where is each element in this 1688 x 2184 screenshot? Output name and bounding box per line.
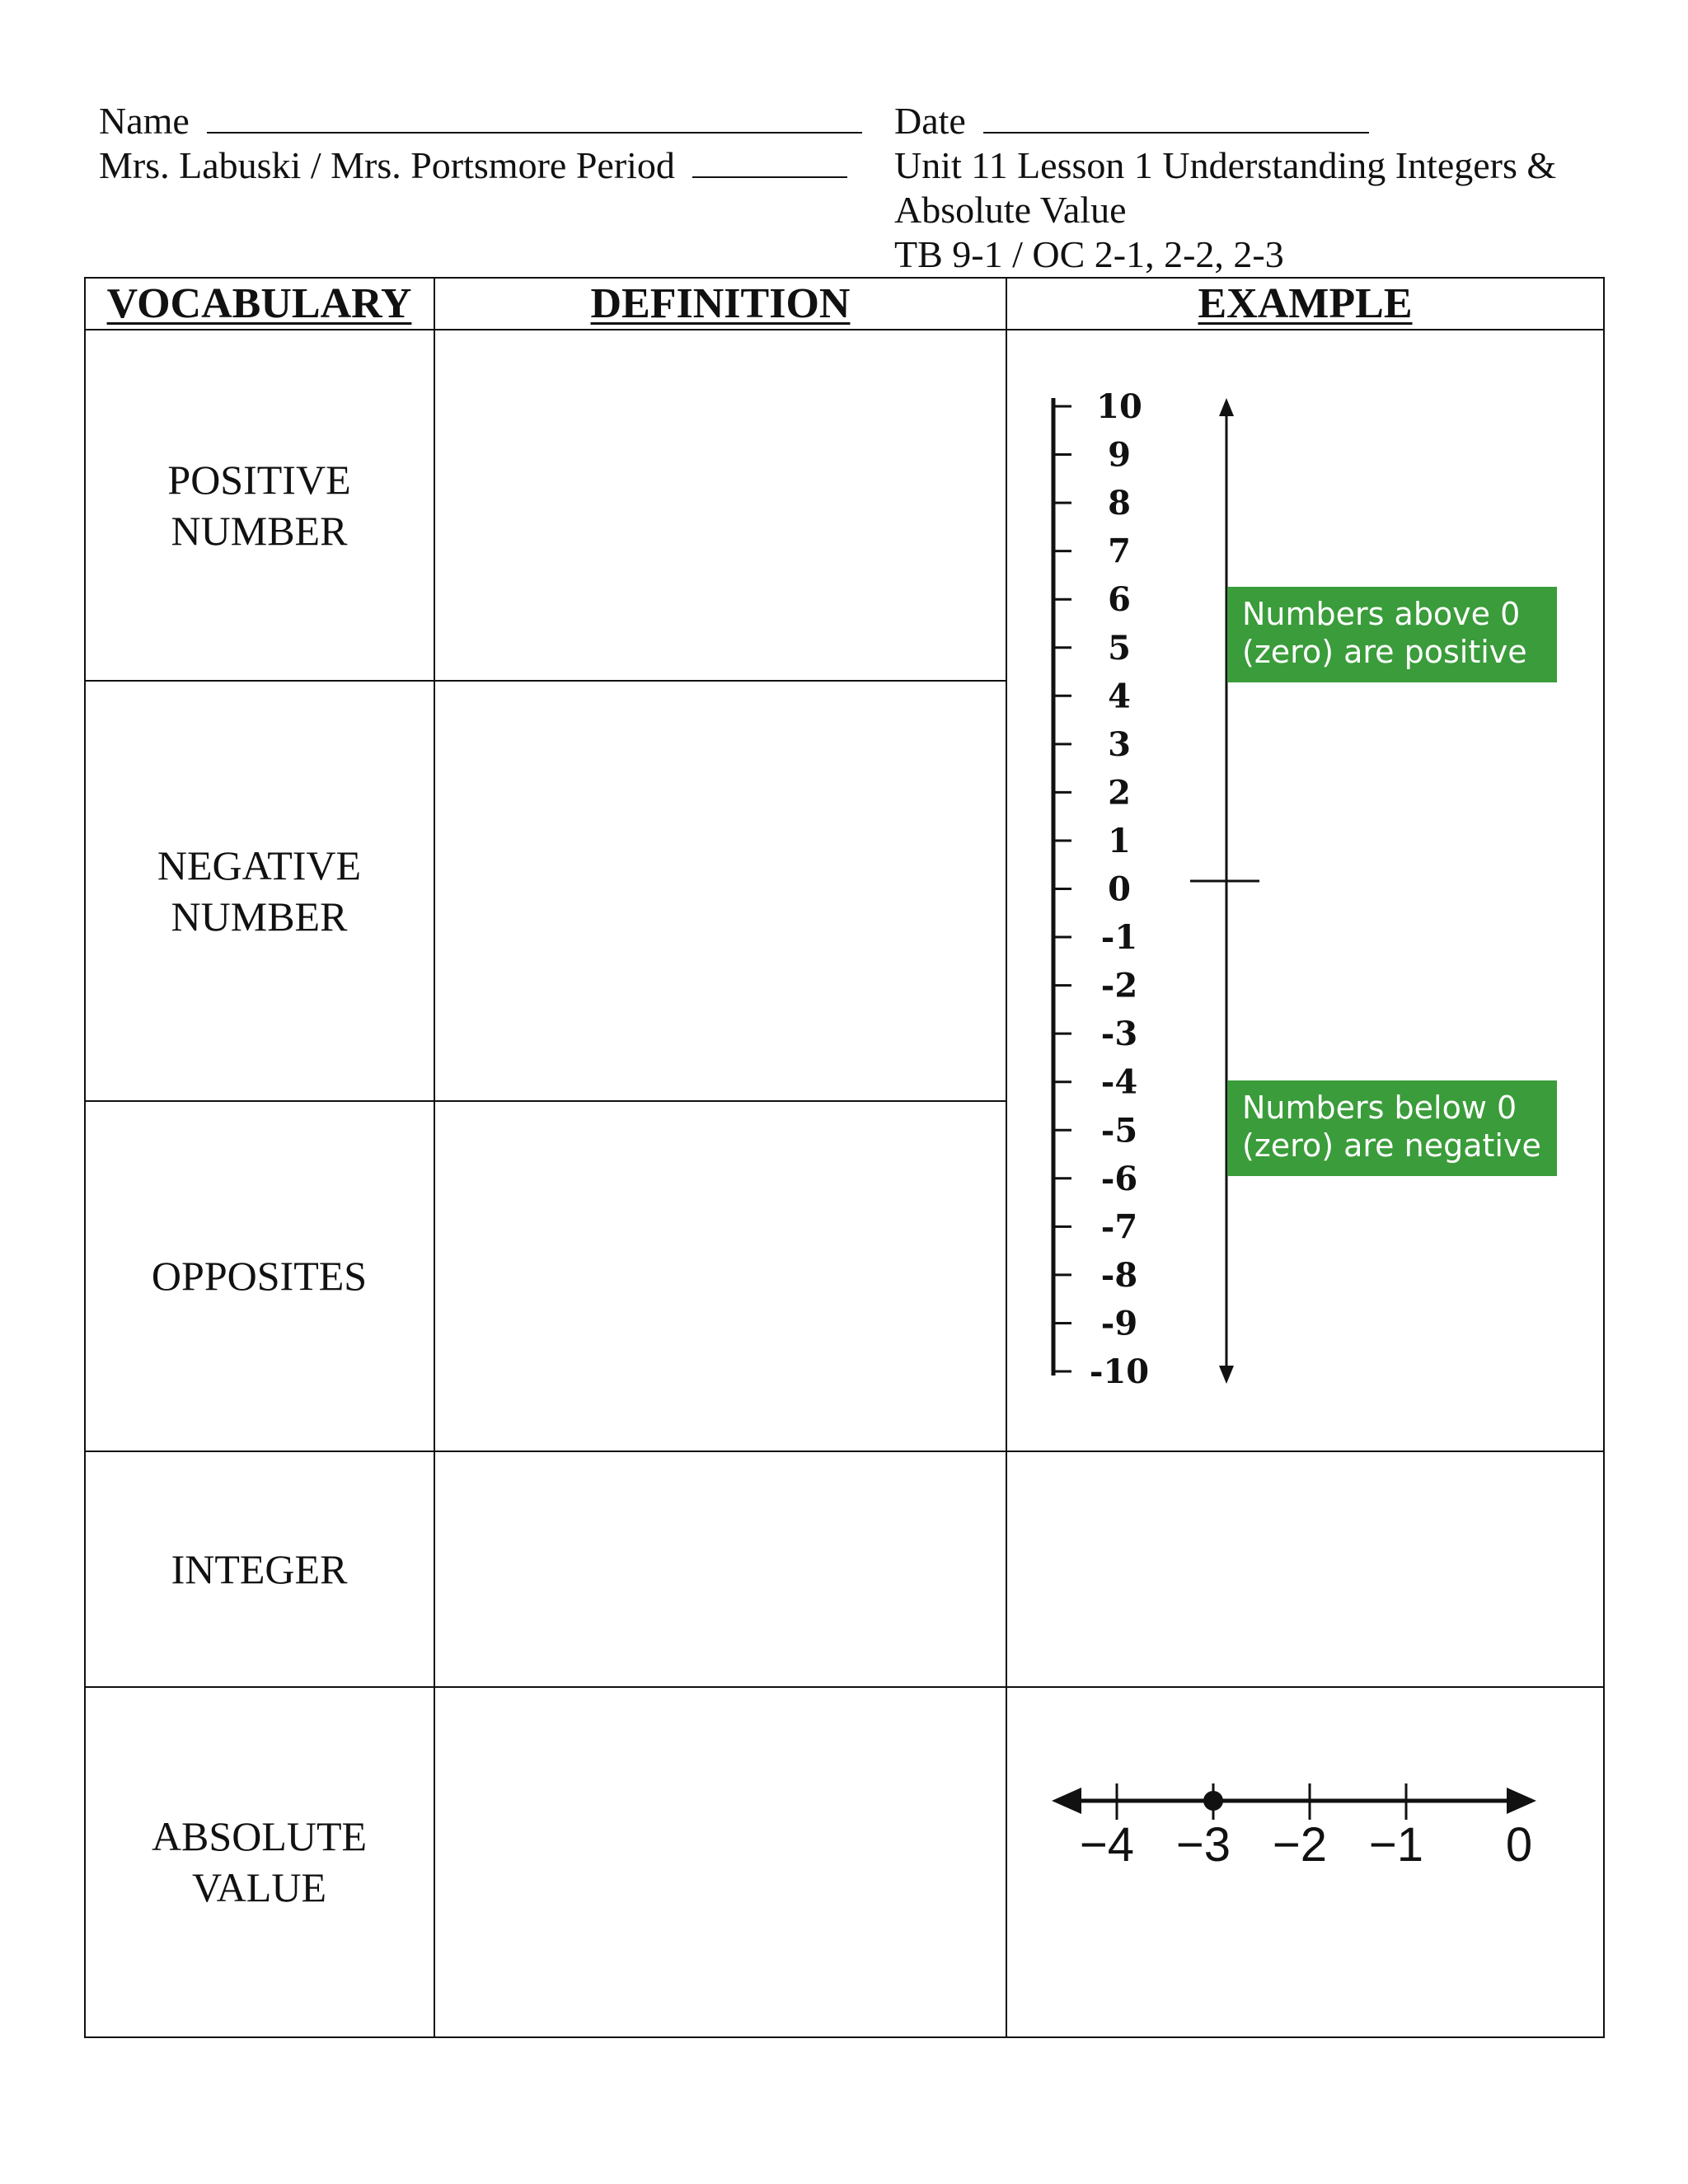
- hline-right-arrow: [1507, 1788, 1536, 1814]
- positive-note-box: [1227, 587, 1557, 682]
- vertical-scale-labels: [1090, 387, 1149, 1391]
- vertical-scale-label: 1: [1108, 821, 1131, 860]
- vertical-scale-label: 0: [1108, 869, 1131, 909]
- date-field: [894, 99, 1369, 143]
- positive-note-line2: (zero) are positive: [1242, 634, 1527, 670]
- vocab-term-line2: VALUE: [192, 1864, 326, 1910]
- negative-note-line1: Numbers below 0: [1242, 1090, 1517, 1126]
- vocab-term-negative-number: [86, 681, 433, 1100]
- table-border-right: [1603, 277, 1605, 2038]
- vertical-scale-label: 4: [1108, 677, 1131, 716]
- header-vocabulary: VOCABULARY: [106, 279, 412, 327]
- arrow-up-head: [1219, 398, 1234, 416]
- vertical-scale-label: -6: [1100, 1159, 1138, 1198]
- hline-point: [1203, 1791, 1223, 1811]
- positive-note-line1: Numbers above 0: [1242, 596, 1521, 632]
- definition-cell-positive-number[interactable]: [435, 330, 1006, 680]
- vertical-scale-label: 5: [1108, 628, 1131, 668]
- vertical-scale-label: -4: [1100, 1062, 1138, 1102]
- negative-note-line2: (zero) are negative: [1242, 1127, 1541, 1164]
- name-label: Name: [99, 100, 190, 142]
- table-border-bottom: [84, 2036, 1605, 2038]
- hline-label: −1: [1368, 1818, 1424, 1872]
- vertical-scale-label: -5: [1100, 1111, 1138, 1151]
- hline-label: −4: [1079, 1818, 1135, 1872]
- definition-cell-absolute-value[interactable]: [435, 1688, 1006, 2036]
- vocab-term-positive-number: [86, 330, 433, 680]
- definition-cell-negative-number[interactable]: [435, 682, 1006, 1100]
- vocab-term-absolute-value: [86, 1687, 433, 2036]
- hline-label: −3: [1175, 1818, 1231, 1872]
- vocab-term-line1: OPPOSITES: [151, 1253, 368, 1299]
- vertical-ruler: [1053, 398, 1071, 1376]
- vertical-scale-label: -3: [1100, 1015, 1138, 1054]
- date-blank[interactable]: [983, 99, 1369, 134]
- vertical-scale-label: -10: [1089, 1352, 1150, 1391]
- teacher-period-field: [99, 143, 847, 188]
- vocab-term-line1: POSITIVE: [167, 456, 351, 503]
- vertical-scale-label: -1: [1100, 918, 1138, 958]
- definition-cell-integer[interactable]: [435, 1452, 1006, 1686]
- hline-labels: [1080, 1818, 1532, 1872]
- hline-left-arrow: [1052, 1788, 1081, 1814]
- vertical-scale-label: 6: [1108, 580, 1131, 620]
- vertical-scale-label: 7: [1108, 532, 1131, 571]
- hline-label: −2: [1272, 1818, 1328, 1872]
- vertical-scale-label: -8: [1100, 1255, 1138, 1295]
- arrow-down-head: [1219, 1366, 1234, 1384]
- teachers-period-label: Mrs. Labuski / Mrs. Portsmore Period: [99, 144, 675, 186]
- negative-note-box: [1227, 1080, 1557, 1176]
- vocab-term-line2: NUMBER: [171, 893, 348, 940]
- vertical-scale-label: 10: [1096, 387, 1142, 426]
- vertical-scale-label: 2: [1108, 773, 1131, 813]
- vertical-number-line: [1007, 330, 1603, 1451]
- vertical-scale-label: -9: [1100, 1304, 1138, 1343]
- hline-label: 0: [1505, 1818, 1533, 1872]
- definition-cell-opposites[interactable]: [435, 1102, 1006, 1451]
- vocab-term-line1: INTEGER: [171, 1545, 348, 1592]
- name-blank[interactable]: [207, 99, 862, 134]
- vertical-scale-label: -2: [1100, 966, 1138, 1005]
- vocab-term-integer: [86, 1451, 433, 1686]
- vocab-term-line1: NEGATIVE: [157, 841, 362, 888]
- vertical-scale-label: 9: [1108, 435, 1131, 475]
- period-blank[interactable]: [692, 143, 847, 178]
- vocab-term-line2: NUMBER: [171, 507, 348, 554]
- horizontal-number-line: [1007, 1688, 1603, 2036]
- vertical-scale-label: -7: [1100, 1207, 1138, 1247]
- vertical-scale-label: 8: [1108, 484, 1131, 523]
- lesson-reference: TB 9-1 / OC 2-1, 2-2, 2-3: [894, 233, 1284, 275]
- lesson-title-line1: Unit 11 Lesson 1 Understanding Integers &: [894, 144, 1557, 186]
- header-definition: DEFINITION: [590, 279, 851, 327]
- vertical-scale-label: 3: [1108, 724, 1131, 764]
- date-label: Date: [894, 100, 966, 142]
- name-field: [99, 99, 862, 143]
- example-cell-integer[interactable]: [1007, 1452, 1603, 1686]
- lesson-title-line2: Absolute Value: [894, 189, 1127, 231]
- vocab-term-line1: ABSOLUTE: [151, 1813, 368, 1859]
- vocab-term-opposites: [86, 1101, 433, 1451]
- header-example: EXAMPLE: [1198, 279, 1413, 327]
